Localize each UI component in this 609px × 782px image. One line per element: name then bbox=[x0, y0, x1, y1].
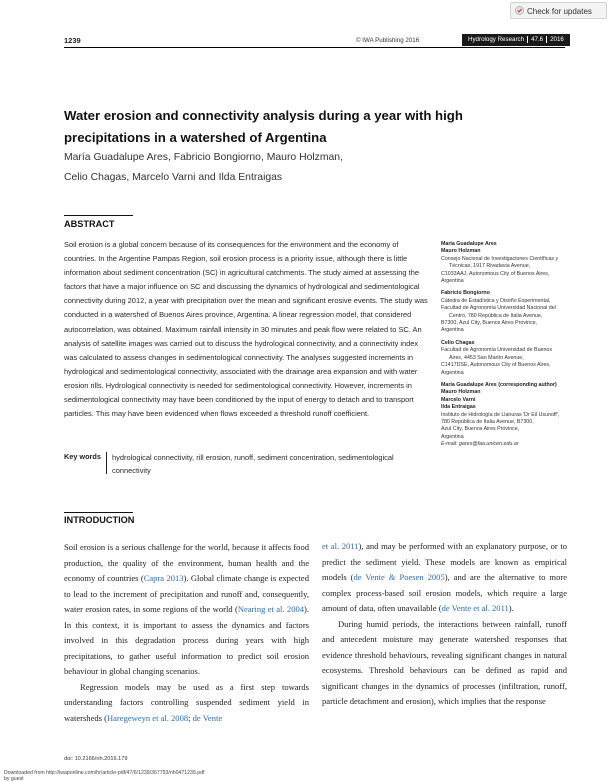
journal-name: Hydrology Research bbox=[468, 36, 525, 43]
body-text: ). bbox=[508, 603, 514, 614]
affiliation-line: Técnicas, 1917 Rivadavia Avenue, bbox=[449, 263, 531, 270]
affiliation-name: Marcelo Varni bbox=[441, 396, 476, 403]
journal-volume: 47.6 bbox=[527, 36, 546, 43]
affiliation-line: Aires, 4453 San Martín Avenue, bbox=[449, 354, 524, 361]
affiliation-line: C1033AAJ, Autonomous City of Buenos Aires, bbox=[441, 270, 550, 277]
check-for-updates-button[interactable] bbox=[510, 2, 607, 19]
affiliation-line: Argentina bbox=[441, 369, 464, 376]
affiliation-line: Argentina bbox=[441, 327, 464, 334]
citation-link[interactable]: et al. 2011 bbox=[322, 541, 359, 551]
citation-link[interactable]: Capra 2013 bbox=[143, 573, 184, 584]
email-line bbox=[441, 441, 576, 448]
author-line-2: Celio Chagas, Marcelo Varni and Ilda Entraigas bbox=[64, 172, 283, 183]
affiliation-name: Mauro Holzman bbox=[441, 248, 481, 255]
affiliation-1 bbox=[441, 241, 576, 285]
body-column-right bbox=[322, 539, 567, 710]
abstract-heading: ABSTRACT bbox=[64, 219, 115, 229]
doi-line: doi: 10.2166/nh.2016.179 bbox=[64, 756, 128, 762]
affiliation-2 bbox=[441, 290, 576, 334]
check-updates-label: Check for updates bbox=[527, 7, 592, 16]
affiliation-line: 780 República de Italia Avenue, B7300, bbox=[441, 418, 534, 425]
body-text: ; bbox=[188, 713, 193, 724]
affiliation-line: Consejo Nacional de Investigaciones Científicas y bbox=[441, 255, 559, 262]
paragraph bbox=[322, 539, 567, 617]
affiliation-3 bbox=[441, 340, 576, 377]
journal-banner bbox=[462, 34, 570, 46]
abstract-rule bbox=[64, 215, 133, 216]
body-text: ), and may be performed with an explanatory purpose, or to predict the sediment yield. These models are known as empirical models ( bbox=[322, 541, 567, 583]
body-text: ). Global climate change is expected to lead to the increment of precipitation and runoff and, consequently, water erosion rates, in some regions of the world ( bbox=[64, 573, 309, 615]
affiliation-name: Mauro Holzman bbox=[441, 389, 481, 396]
journal-year: 2016 bbox=[546, 36, 567, 43]
download-footer bbox=[4, 770, 204, 782]
author-list bbox=[64, 148, 484, 188]
email-link[interactable]: gares@faa.unicen.edu.ar bbox=[458, 441, 519, 448]
body-text: ). In this context, it is important to assess the dynamics and factors involved in this degradation process during years with high precipitations, to gather useful information to predict soil erosion behaviour in global changing scenarios. bbox=[64, 604, 309, 677]
affiliation-name: María Guadalupe Ares (corresponding author) bbox=[441, 381, 557, 388]
keywords-label: Key words bbox=[64, 452, 101, 461]
affiliation-line: B7300, Azul City, Buenos Aires Province, bbox=[441, 320, 538, 327]
affiliation-line: Argentina bbox=[441, 278, 464, 285]
affiliation-line: Argentina bbox=[441, 433, 464, 440]
update-badge-icon bbox=[515, 6, 524, 15]
publisher-line: © IWA Publishing 2016 bbox=[356, 37, 420, 44]
paragraph bbox=[64, 680, 309, 727]
citation-link[interactable]: Haregeweyn et al. 2008 bbox=[106, 713, 189, 724]
keywords-list: hydrological connectivity, rill erosion, runoff, sediment concentration, sedimentological connectivity bbox=[112, 453, 394, 475]
affiliation-name: María Guadalupe Ares bbox=[441, 241, 497, 247]
affiliation-line: Centro, 780 República de Italia Avenue, bbox=[449, 312, 543, 319]
footer-line-2: by guest bbox=[4, 776, 24, 782]
introduction-heading: INTRODUCTION bbox=[64, 515, 135, 525]
affiliation-line: C1417DSE, Autonomous City of Buenos Aires, bbox=[441, 362, 551, 369]
introduction-rule bbox=[64, 512, 133, 513]
affiliation-name: Ilda Entraigas bbox=[441, 404, 476, 411]
article-title: Water erosion and connectivity analysis during a year with high precipitations in a watershed of Argentina bbox=[64, 108, 463, 145]
page-number: 1239 bbox=[64, 36, 81, 45]
body-column-left bbox=[64, 540, 309, 727]
citation-link[interactable]: de Vente et al. 2011 bbox=[441, 603, 509, 614]
affiliation-line: Azul City, Buenos Aires Province, bbox=[441, 426, 520, 433]
author-line-1: María Guadalupe Ares, Fabricio Bongiorno, Mauro Holzman, bbox=[64, 152, 343, 163]
affiliation-name: Celio Chagas bbox=[441, 339, 475, 346]
affiliation-line: Facultad de Agronomía Universidad de Buenos bbox=[441, 347, 553, 354]
keywords-separator bbox=[106, 452, 107, 474]
header-divider bbox=[64, 47, 565, 48]
body-text: ), and are the alternative to more complex process-based soil erosion models, which require a large amount of data, often unavailable ( bbox=[322, 572, 567, 614]
affiliation-line: Facultad de Agronomía Universidad Nacional del bbox=[441, 305, 556, 312]
paragraph: During humid periods, the interactions between rainfall, runoff and antecedent moisture may generate watershed responses that evidence threshold behaviours, revealing significant changes in natural ecosystems. Threshold behaviours can be defined as rapid and significant changes in the dynamics of processes (infiltration, runoff, particle detachment and erosion), which implies that the response bbox=[322, 618, 567, 707]
abstract-body: Soil erosion is a global concern because of its consequences for the environment and the economy of countries. In the Argentine Pampas Region, soil erosion process is a priority issue, although there is little information about sediment concentration (SC) in agricultural catchments. The study aimed at assessing the factors that have a major influence on SC and discussing the dynamics of hydrological and sedimentological connectivity during 2012, a year with precipitation over the mean and significant erosive events. The study was conducted in a watershed of Buenos Aires province, Argentina. A linear regression model, that considered autocorrelation, was obtained. Maximum rainfall intensity in 30 minutes and peak flow were related to SC. An analysis of satellite images was carried out to discuss the hydrological connectivity, and a connectivity index was calculated to assess changes in sedimentological connectivity. The analyses suggested increments in hydrological and sedimentological connectivity, associated with the drainage area expansion and with water erosion rills. Hydrological connectivity is needed for sedimentological connectivity. However, increments in sedimentological connectivity may have been conditioned by the input of energy to detach and to transport particles. This may have been evidenced when flows exceeded a threshold runoff coefficient. bbox=[64, 240, 428, 419]
paragraph bbox=[64, 540, 309, 680]
citation-link[interactable]: de Vente bbox=[192, 713, 223, 724]
affiliation-name: Fabricio Bongiorno bbox=[441, 290, 490, 297]
affiliation-line: Instituto de Hidrología de Llanuras 'Dr Eil Usunoff', bbox=[441, 411, 560, 418]
body-text: Regression models may be used as a first step towards understanding factors controlling suspended sediment yield in watersheds ( bbox=[64, 681, 309, 724]
footer-line-1: Downloaded from http://iwaponline.com/hr/article-pdf/47/6/1239/367793/nh0471239.pdf bbox=[4, 770, 205, 776]
citation-link[interactable]: Nearing et al. 2004 bbox=[237, 604, 305, 615]
affiliation-4 bbox=[441, 382, 576, 449]
affiliation-line: Cátedra de Estadística y Diseño Experimental, bbox=[441, 297, 551, 304]
email-label: E-mail: bbox=[441, 441, 458, 448]
body-text: Soil erosion is a serious challenge for the world, because it affects food production, the quality of the environment, human health and the economy of countries ( bbox=[64, 542, 309, 584]
citation-link[interactable]: de Vente & Poesen 2005 bbox=[353, 572, 445, 583]
affiliations bbox=[441, 241, 576, 454]
